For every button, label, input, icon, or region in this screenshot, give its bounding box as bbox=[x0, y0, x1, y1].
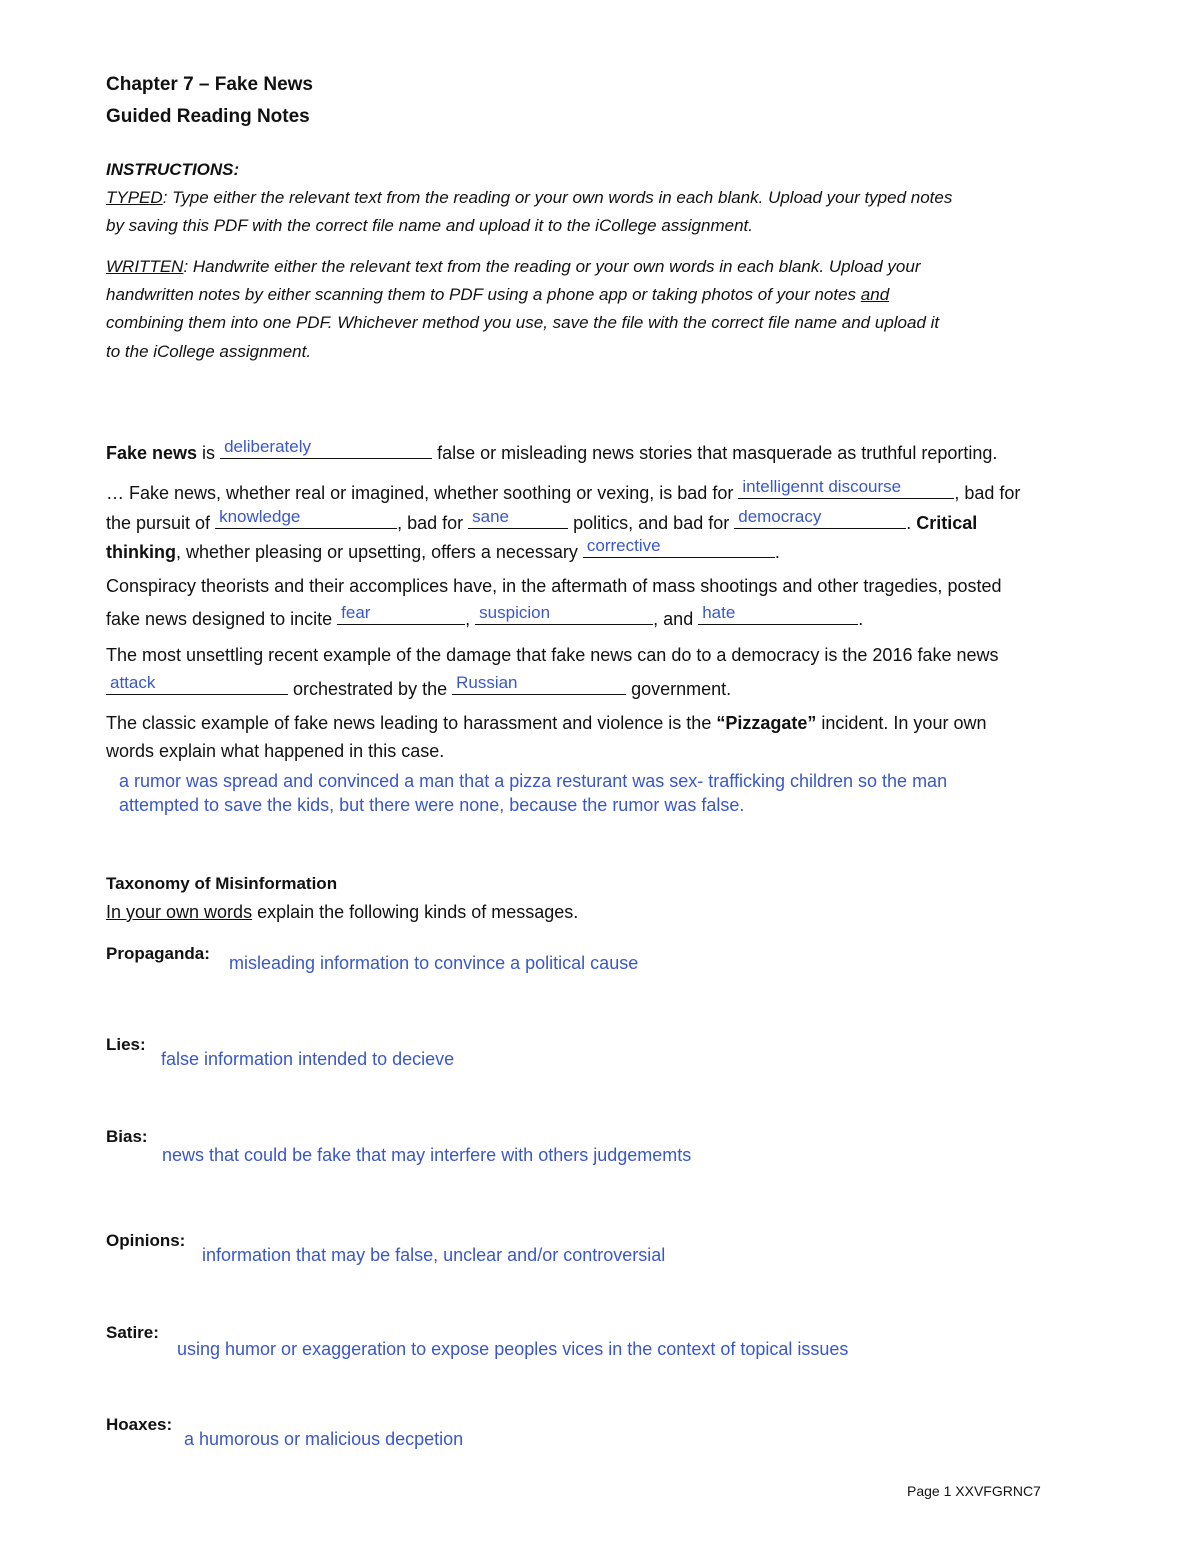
written-instruction-line-3: combining them into one PDF. Whichever method you use, save the file with the correct file name and upload it bbox=[106, 313, 940, 332]
blank-corrective[interactable]: corrective bbox=[583, 537, 775, 558]
question-2016-line-1: The most unsettling recent example of the damage that fake news can do to a democracy is the 2016 fake news bbox=[106, 645, 999, 665]
answer-hoaxes[interactable]: a humorous or malicious decpetion bbox=[184, 1429, 464, 1449]
page-subtitle: Guided Reading Notes bbox=[106, 106, 310, 127]
blank-democracy[interactable]: democracy bbox=[734, 508, 906, 529]
typed-instruction-line-2: by saving this PDF with the correct file name and upload it to the iCollege assignment. bbox=[106, 216, 753, 235]
blank-attack[interactable]: attack bbox=[106, 674, 288, 695]
question-conspiracy-line-1: Conspiracy theorists and their accomplices have, in the aftermath of mass shootings and other tragedies, posted bbox=[106, 576, 1002, 596]
blank-suspicion[interactable]: suspicion bbox=[475, 604, 653, 625]
pizzagate-answer-line-2[interactable]: attempted to save the kids, but there were none, because the rumor was false. bbox=[119, 795, 745, 815]
blank-sane[interactable]: sane bbox=[468, 508, 568, 529]
answer-opinions[interactable]: information that may be false, unclear and/or controversial bbox=[202, 1245, 666, 1265]
term-propaganda: Propaganda: bbox=[106, 944, 210, 963]
question-2016-line-2: attack orchestrated by the Russian government. bbox=[106, 674, 731, 700]
written-instruction-line-1: WRITTEN: Handwrite either the relevant text from the reading or your own words in each blank. Upload your bbox=[106, 257, 921, 276]
blank-russian[interactable]: Russian bbox=[452, 674, 626, 695]
term-opinions: Opinions: bbox=[106, 1231, 186, 1250]
question-pizzagate-line-2: words explain what happened in this case. bbox=[106, 741, 445, 761]
term-hoaxes: Hoaxes: bbox=[106, 1415, 173, 1434]
page-footer: Page 1 XXVFGRNC7 bbox=[907, 1483, 1041, 1499]
blank-knowledge[interactable]: knowledge bbox=[215, 508, 397, 529]
blank-hate[interactable]: hate bbox=[698, 604, 858, 625]
question-bad-for-line-3: thinking, whether pleasing or upsetting, offers a necessary corrective . bbox=[106, 536, 780, 562]
written-instruction-line-4: to the iCollege assignment. bbox=[106, 342, 312, 361]
typed-instruction-line-1: TYPED: Type either the relevant text from the reading or your own words in each blank. Upload your typed notes bbox=[106, 188, 953, 207]
written-label: WRITTEN bbox=[106, 257, 184, 276]
answer-propaganda[interactable]: misleading information to convince a political cause bbox=[229, 953, 639, 973]
question-bad-for-line-1: … Fake news, whether real or imagined, whether soothing or vexing, is bad for intelligennt discourse , bad for bbox=[106, 477, 1021, 503]
blank-fear[interactable]: fear bbox=[337, 604, 465, 625]
question-pizzagate-line-1: The classic example of fake news leading to harassment and violence is the “Pizzagate” incident. In your own bbox=[106, 713, 987, 733]
term-lies: Lies: bbox=[106, 1035, 146, 1054]
page-title: Chapter 7 – Fake News bbox=[106, 74, 313, 95]
blank-deliberately[interactable]: deliberately bbox=[220, 438, 432, 459]
answer-satire[interactable]: using humor or exaggeration to expose peoples vices in the context of topical issues bbox=[177, 1339, 849, 1359]
instructions-heading: INSTRUCTIONS: bbox=[106, 160, 240, 179]
question-conspiracy-line-2: fake news designed to incite fear , suspicion , and hate . bbox=[106, 603, 864, 629]
term-bias: Bias: bbox=[106, 1127, 148, 1146]
question-bad-for-line-2: the pursuit of knowledge , bad for sane politics, and bad for democracy . Critical bbox=[106, 507, 978, 533]
answer-lies[interactable]: false information intended to decieve bbox=[161, 1049, 455, 1069]
question-fake-news-definition: Fake news is deliberately false or misleading news stories that masquerade as truthful reporting. bbox=[106, 437, 998, 463]
term-satire: Satire: bbox=[106, 1323, 159, 1342]
written-instruction-line-2: handwritten notes by either scanning them to PDF using a phone app or taking photos of your notes and bbox=[106, 285, 890, 304]
answer-bias[interactable]: news that could be fake that may interfere with others judgememts bbox=[162, 1145, 692, 1165]
typed-label: TYPED bbox=[106, 188, 163, 207]
blank-discourse[interactable]: intelligennt discourse bbox=[738, 478, 954, 499]
taxonomy-heading: Taxonomy of Misinformation bbox=[106, 874, 338, 893]
pizzagate-answer-line-1[interactable]: a rumor was spread and convinced a man that a pizza resturant was sex- trafficking children so the man bbox=[119, 771, 948, 791]
taxonomy-intro: In your own words explain the following kinds of messages. bbox=[106, 902, 579, 922]
